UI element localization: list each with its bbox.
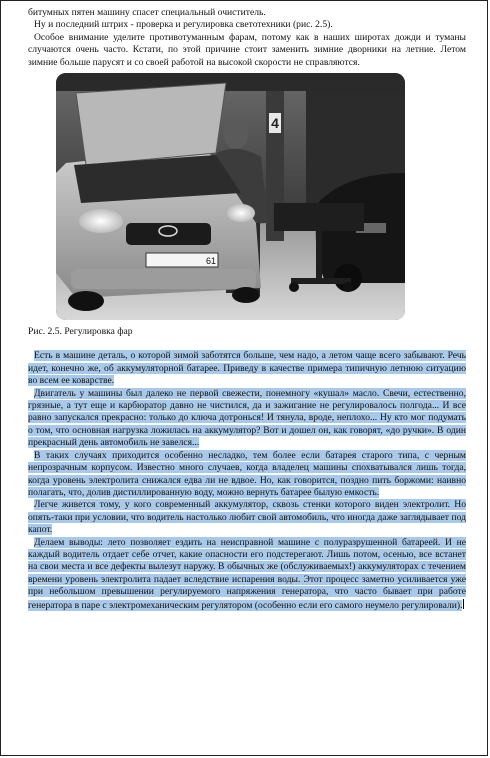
highlighted-text: Легче живется тому, у кого современный аккумулятор, сквозь стенки которого виден электролит. Но опять-таки при условии, что водитель настолько любит свой автомобиль, что иногда даже заглядывает под капот. [28, 499, 466, 536]
paragraph-continuation: битумных пятен машину спасет специальный очиститель. [28, 7, 266, 18]
paragraph-lighting-check: Ну и последний штрих - проверка и регулировка светотехники (рис. 2.5). [34, 19, 333, 31]
text-cursor [463, 599, 464, 609]
paragraph-modern-battery [28, 499, 466, 536]
photo-garage-car [56, 73, 405, 320]
highlighted-text: Двигатель у машины был далеко не первой свежести, понемногу «кушал» масло. Свечи, естественно, грязные, а тут еще и карбюратор давно не чистился, да и зажигание не регулировалось полгода... И все равно запускался прекрасно: только до ключа дотронься! И тянула, вроде, неплохо... Ну кто мог подумать о том, что основная нагрузка ложилась на аккумулятор? Вот и дошел он, как говорят, «до ручки». В один прекрасный день автомобиль не завелся... [28, 387, 466, 449]
page-content [28, 7, 466, 612]
paragraph-engine-story [28, 388, 466, 450]
highlighted-text: Делаем выводы: лето позволяет ездить на неисправной машине с полуразрушенной батареей. И не каждый водитель отдает себе отчет, какие опасности его подстерегают. Лишь потом, осенью, все встанет на свои места и все дефекты вылезут наружу. В обычных же (обслуживаемых!) аккумуляторах с течением времени уровень электролита падает вследствие испарения воды. Этот процесс заметно усиливается уже при небольшом превышении регулируемого напряжения генератора, что часто бывает при работе генератора в паре с электромеханическим регулятором (особенно если его самого неумело регулировали). [28, 536, 466, 611]
highlighted-text: Есть в машине деталь, о которой зимой заботятся больше, чем надо, а летом чаще всего забывают. Речь идет, конечно же, об аккумуляторной батарее. Приведу в качестве примера типичную летнюю ситуацию во всем ее коварстве. [28, 350, 466, 387]
figure-caption: Рис. 2.5. Регулировка фар [28, 326, 133, 338]
paragraph-old-battery [28, 450, 466, 500]
paragraph-battery-intro [28, 350, 466, 387]
selected-text-block[interactable] [28, 350, 466, 612]
paragraph-conclusions [28, 537, 466, 612]
highlighted-text: В таких случаях приходится особенно несладко, тем более если батарея старого типа, с черным непрозрачным корпусом. Известно много случаев, когда владелец машины спохватывался лишь тогда, когда уровень электролита снижался едва ли не вдвое. Но, как говорится, поздно пить боржоми: наивно полагать, что, долив дистиллированную воду, можно вернуть батарее былую емкость. [28, 449, 466, 498]
figure-headlight-adjustment-photo [56, 73, 405, 320]
license-plate-region: 61 [206, 256, 217, 267]
pillar-number-sign: 4 [271, 115, 279, 132]
paragraph-fog-lights: Особое внимание уделите противотуманным фарам, потому как в наших широтах дожди и туманы случаются очень часто. Кстати, по этой причине стоит заменить зимние дворники на летние. Летом зимние больше парусят и со своей работой на высокой скорости не справляются. [28, 31, 466, 68]
